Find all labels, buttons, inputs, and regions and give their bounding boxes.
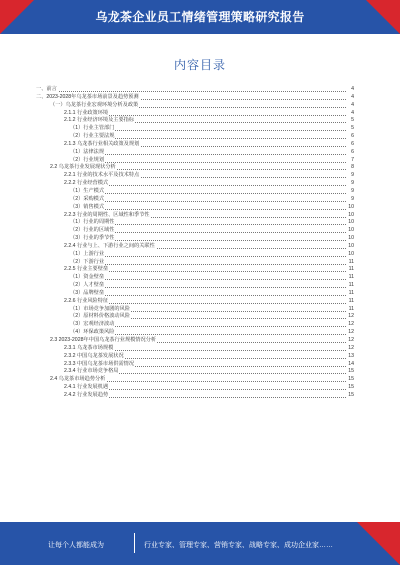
toc-page-number: 15 <box>348 384 354 391</box>
toc-page-number: 13 <box>348 352 354 359</box>
toc-entry[interactable] <box>36 321 354 329</box>
toc-entry-text: 2.2.2 行业经营模式 <box>64 180 109 187</box>
toc-page-number: 15 <box>348 376 354 383</box>
toc-entry[interactable] <box>36 384 354 392</box>
toc-page-number: 4 <box>351 101 354 108</box>
document-title: 乌龙茶企业员工情绪管理策略研究报告 <box>95 10 305 24</box>
footer-slogan: 让每个人都能成为 <box>48 542 104 549</box>
toc-entry[interactable] <box>36 329 354 337</box>
toc-page-number: 9 <box>351 187 354 194</box>
toc-page-number: 11 <box>348 282 354 289</box>
toc-page-number: 4 <box>351 109 354 116</box>
toc-entry[interactable] <box>36 172 354 180</box>
toc-entry-text: （1）行业主管部门 <box>70 125 115 132</box>
toc-entry-text: 2.2 乌龙茶行业发展现状分析 <box>50 164 116 171</box>
toc-entry[interactable] <box>36 180 354 188</box>
toc-leader-dots <box>70 154 346 155</box>
toc-entry[interactable] <box>36 149 354 157</box>
toc-page-number: 10 <box>348 235 354 242</box>
toc-entry[interactable] <box>36 141 354 149</box>
toc-page-number: 5 <box>351 125 354 132</box>
toc-entry-text: 2.3.3 中国乌龙茶市场供需情况 <box>64 360 135 367</box>
toc-entry-text: （2）行业规划 <box>70 156 105 163</box>
toc-page-number: 8 <box>351 164 354 171</box>
toc-entry[interactable] <box>36 298 354 306</box>
toc-page-number: 6 <box>351 133 354 140</box>
toc-entry-text: （2）人才壁垒 <box>70 282 105 289</box>
toc-entry-text: （3）行业的季节性 <box>70 235 115 242</box>
toc-entry-text: 2.3.2 中国乌龙茶发展状况 <box>64 352 124 359</box>
toc-leader-dots <box>70 264 346 265</box>
toc-entry-text: （1）法律法规 <box>70 148 105 155</box>
toc-page-number: 9 <box>351 172 354 179</box>
toc-page-number: 4 <box>351 86 354 92</box>
toc-page-number: 6 <box>351 148 354 155</box>
toc-leader-dots <box>70 287 346 288</box>
toc-entry-text: （一）乌龙茶行业宏观环境分析及政策 <box>50 101 139 108</box>
toc-entry-text: （2）采购模式 <box>70 195 105 202</box>
toc-entry[interactable] <box>36 290 354 298</box>
toc-entry-text: （2）行业主要法规 <box>70 133 115 140</box>
toc-entry[interactable] <box>36 345 354 353</box>
toc-entry-text: 2.1.3 乌龙茶行业相关政策及规划 <box>64 140 140 147</box>
toc-heading: 内容目录 <box>173 58 226 72</box>
toc-leader-dots <box>70 162 346 163</box>
toc-entry[interactable] <box>36 188 354 196</box>
toc-entry-text: （1）市场竞争加剧的风险 <box>70 305 130 312</box>
toc-leader-dots <box>70 279 346 280</box>
toc-page-number: 15 <box>348 368 354 375</box>
toc-entry[interactable] <box>36 219 354 227</box>
toc-entry-text: 一、前言 <box>36 86 57 92</box>
toc-page-number: 12 <box>348 313 354 320</box>
toc-leader-dots <box>70 193 346 194</box>
toc-page-number: 11 <box>348 305 354 312</box>
toc-entry[interactable] <box>36 251 354 259</box>
toc-entry[interactable] <box>36 376 354 384</box>
toc-page-number: 11 <box>348 274 354 281</box>
toc-page-number: 5 <box>351 117 354 124</box>
toc-leader-dots <box>36 91 346 92</box>
toc-page-number: 10 <box>348 211 354 218</box>
toc-entry-text: （2）原材料价格波动风险 <box>70 313 130 320</box>
toc-entry-text: 2.2.3 行业的周期性、区域性和季节性 <box>64 211 150 218</box>
toc-entry-text: 2.2.1 行业的技术水平及技术特点 <box>64 172 140 179</box>
toc-page-number: 14 <box>348 360 354 367</box>
footer-corner-accent <box>357 522 400 565</box>
toc-entry-text: （3）宏观经济波动 <box>70 321 115 328</box>
toc-entry[interactable] <box>36 353 354 361</box>
toc-entry-text: （2）行业的区域性 <box>70 227 115 234</box>
toc-entry-text: 2.3 2023-2028年中国乌龙茶行业规模情况分析 <box>50 337 157 343</box>
toc-entry[interactable] <box>36 274 354 282</box>
toc-entry-text: 2.4.1 行业发展机遇 <box>64 384 109 391</box>
toc-entry-text: 2.4 乌龙茶市场趋势分析 <box>50 376 106 383</box>
toc-page-number: 11 <box>348 289 354 296</box>
toc-page-number: 12 <box>348 337 354 343</box>
toc-page-number: 12 <box>348 344 354 351</box>
toc-leader-dots <box>70 201 346 202</box>
toc-entry-text: （1）行业的周期性 <box>70 219 115 226</box>
toc-entry-text: （1）资金壁垒 <box>70 274 105 281</box>
toc-entry-text: 2.2.4 行业与上、下游行业之间的关联性 <box>64 242 155 249</box>
toc-entry[interactable] <box>36 235 354 243</box>
toc-page-number: 11 <box>348 258 354 265</box>
toc-page-number: 10 <box>348 242 354 249</box>
toc-entry[interactable] <box>36 204 354 212</box>
toc-leader-dots <box>70 256 346 257</box>
toc-entry-text: （1）生产模式 <box>70 187 105 194</box>
toc-entry-text: 2.3.4 行业市场竞争格局 <box>64 368 119 375</box>
toc-page-number: 4 <box>351 93 354 100</box>
toc-entry[interactable] <box>36 125 354 133</box>
toc-page-number: 11 <box>348 266 354 273</box>
toc-page-number: 10 <box>348 219 354 226</box>
toc-entry[interactable] <box>36 196 354 204</box>
toc-entry-text: 2.2.6 行业风险特征 <box>64 297 109 304</box>
footer-roles: 行业专家、管理专家、营销专家、战略专家、成功企业家…… <box>144 542 333 549</box>
toc-entry[interactable] <box>36 227 354 235</box>
toc-entry-text: （3）品牌壁垒 <box>70 289 105 296</box>
toc-entry[interactable] <box>36 392 354 400</box>
toc-page-number: 10 <box>348 250 354 257</box>
toc-page-number: 15 <box>348 391 354 398</box>
toc-entry-text: 2.1.1 行业政策环境 <box>64 109 109 116</box>
toc-entry-text: 2.4.2 行业发展趋势 <box>64 391 109 398</box>
toc-entry-text: （1）上游行业 <box>70 250 105 257</box>
toc-entry[interactable] <box>36 282 354 290</box>
toc-page-number: 10 <box>348 203 354 210</box>
toc-entry[interactable] <box>36 243 354 251</box>
toc-leader-dots <box>70 209 346 210</box>
toc-entry-text: 二、2023-2028年乌龙茶市场前景及趋势预测 <box>36 93 139 100</box>
toc-entry[interactable] <box>36 102 354 110</box>
toc-entry-text: （2）下游行业 <box>70 258 105 265</box>
toc-page-number: 12 <box>348 321 354 328</box>
toc-entry[interactable] <box>36 86 354 94</box>
toc-page-number: 9 <box>351 195 354 202</box>
table-of-contents <box>36 86 354 400</box>
toc-page-number: 6 <box>351 140 354 147</box>
toc-entry[interactable] <box>36 94 354 102</box>
toc-leader-dots <box>70 295 346 296</box>
toc-entry-text: （4）环保政策风险 <box>70 329 115 336</box>
toc-entry-text: （3）销售模式 <box>70 203 105 210</box>
toc-entry-text: 2.3.1 乌龙茶市场规模 <box>64 344 114 351</box>
toc-page-number: 7 <box>351 156 354 163</box>
toc-entry[interactable] <box>36 133 354 141</box>
toc-entry-text: 2.1.2 行业经济环境及主要指标 <box>64 117 135 124</box>
toc-page-number: 10 <box>348 227 354 234</box>
toc-entry[interactable] <box>36 337 354 345</box>
toc-page-number: 9 <box>351 180 354 187</box>
toc-page-number: 11 <box>348 297 354 304</box>
toc-page-number: 12 <box>348 329 354 336</box>
toc-entry-text: 2.2.5 行业主要壁垒 <box>64 266 109 273</box>
footer-divider <box>134 533 135 553</box>
